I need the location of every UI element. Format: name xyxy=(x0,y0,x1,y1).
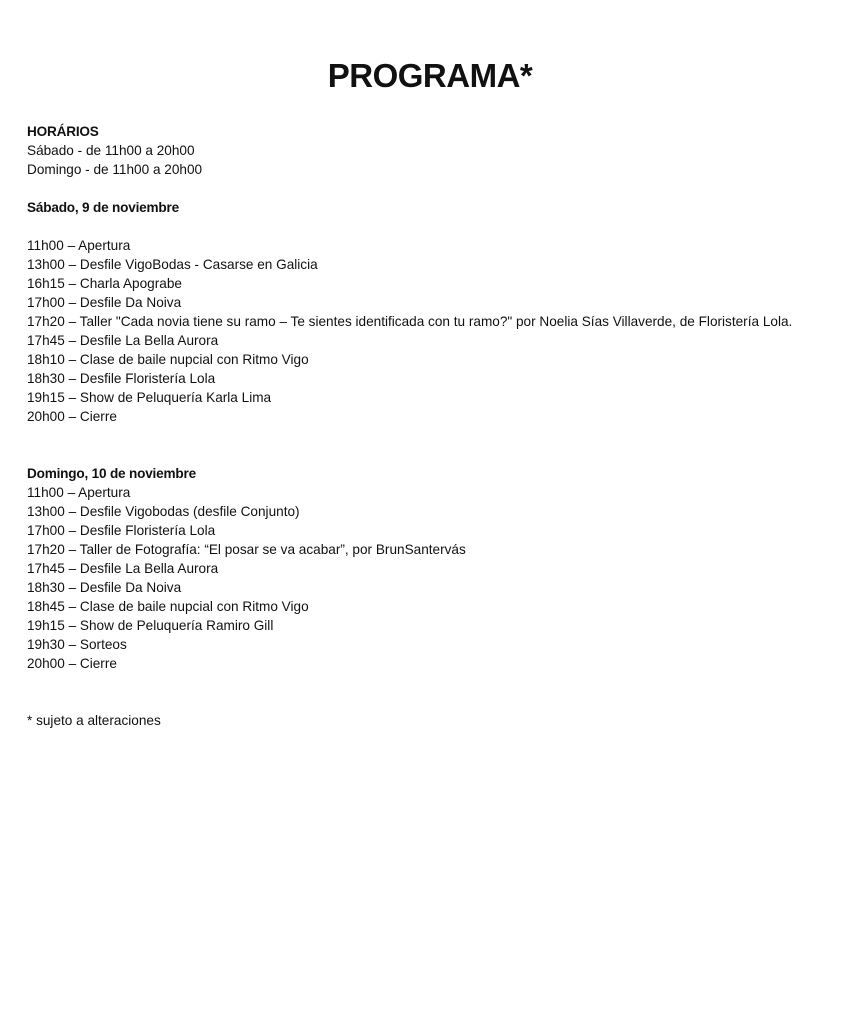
sunday-hours: Domingo - de 11h00 a 20h00 xyxy=(27,162,203,177)
list-item: 17h45 – Desfile La Bella Aurora xyxy=(27,333,219,348)
saturday-hours: Sábado - de 11h00 a 20h00 xyxy=(27,143,195,158)
list-item: 19h15 – Show de Peluquería Ramiro Gill xyxy=(27,618,274,633)
spacer xyxy=(27,217,842,236)
saturday-heading: Sábado, 9 de noviembre xyxy=(27,200,179,215)
schedule-hours-heading: HORÁRIOS xyxy=(27,124,99,139)
list-item: 18h10 – Clase de baile nupcial con Ritmo Vigo xyxy=(27,352,309,367)
list-item: 16h15 – Charla Apograbe xyxy=(27,276,182,291)
list-item: 18h30 – Desfile Floristería Lola xyxy=(27,371,216,386)
spacer xyxy=(27,426,842,464)
program-content xyxy=(27,122,842,730)
spacer xyxy=(27,179,842,198)
list-item: 17h20 – Taller "Cada novia tiene su ramo – Te sientes identificada con tu ramo?" por Noelia Sías Villaverde, de Floristería Lola. xyxy=(27,314,793,329)
sunday-event-list xyxy=(27,483,842,673)
footnote: * sujeto a alteraciones xyxy=(27,713,161,728)
list-item: 20h00 – Cierre xyxy=(27,409,117,424)
list-item: 18h45 – Clase de baile nupcial con Ritmo Vigo xyxy=(27,599,309,614)
list-item: 11h00 – Apertura xyxy=(27,485,131,500)
sunday-heading: Domingo, 10 de noviembre xyxy=(27,466,196,481)
sunday-section xyxy=(27,464,842,673)
list-item: 20h00 – Cierre xyxy=(27,656,117,671)
list-item: 18h30 – Desfile Da Noiva xyxy=(27,580,182,595)
list-item: 19h30 – Sorteos xyxy=(27,637,127,652)
list-item: 17h45 – Desfile La Bella Aurora xyxy=(27,561,219,576)
schedule-hours-section xyxy=(27,122,842,179)
list-item: 19h15 – Show de Peluquería Karla Lima xyxy=(27,390,272,405)
page-title: PROGRAMA* xyxy=(327,57,533,94)
list-item: 11h00 – Apertura xyxy=(27,238,131,253)
saturday-section xyxy=(27,198,842,426)
list-item: 13h00 – Desfile Vigobodas (desfile Conjunto) xyxy=(27,504,300,519)
saturday-event-list xyxy=(27,236,842,426)
list-item: 17h00 – Desfile Da Noiva xyxy=(27,295,182,310)
list-item: 17h20 – Taller de Fotografía: “El posar se va acabar”, por BrunSantervás xyxy=(27,542,466,557)
spacer xyxy=(27,673,842,711)
list-item: 13h00 – Desfile VigoBodas - Casarse en Galicia xyxy=(27,257,318,272)
list-item: 17h00 – Desfile Floristería Lola xyxy=(27,523,216,538)
